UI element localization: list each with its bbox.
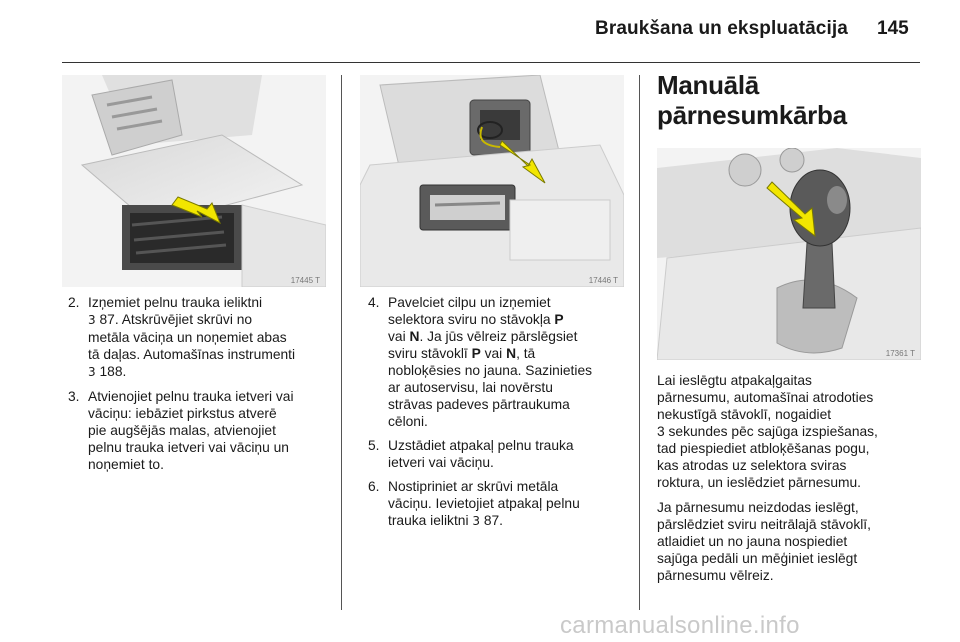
step-3: 3. Atvienojiet pelnu trauka ietveri vai vāciņu: iebāziet pirkstus atverē pie augšējās malas, atvienojiet pelnu trauka ietveri vai vāciņu un noņemiet to. xyxy=(68,389,294,472)
ashtray-removal-illustration xyxy=(62,75,326,287)
selector-lever-release-illustration xyxy=(360,75,624,287)
step-2: 2. Izņemiet pelnu trauka ieliktni 3 87. Atskrūvējiet skrūvi no metāla vāciņa un noņemiet abas tā daļas. Automašīnas instrumenti 3 188. xyxy=(68,295,296,379)
column-1-text xyxy=(68,294,333,480)
gear-position-n: N xyxy=(409,329,420,344)
gear-position-n: N xyxy=(506,346,517,361)
gear-not-engaging-paragraph: Ja pārnesumu neizdodas ieslēgt, pārslēdziet sviru neitrālajā stāvoklī, atlaidiet un no jauna nospiediet sajūga pedāli un mēģiniet ieslēgt pārnesumu vēlreiz. xyxy=(657,500,871,583)
selector-drawing xyxy=(360,75,624,287)
column-3-text xyxy=(657,372,927,592)
step-5: 5. Uzstādiet atpakaļ pelnu trauka ietveri vai vāciņu. xyxy=(368,438,574,470)
running-header-title: Braukšana un ekspluatācija xyxy=(595,18,848,39)
manual-gearbox-illustration xyxy=(657,148,921,360)
column-2-text xyxy=(368,294,633,537)
gear-position-p: P xyxy=(471,346,481,361)
page-reference-icon[interactable]: 3 xyxy=(472,514,480,528)
page-reference-icon[interactable]: 3 xyxy=(88,365,96,379)
step-number: 3. xyxy=(68,389,80,404)
gear-knob-drawing xyxy=(657,148,921,360)
section-title: Manuālā pārnesumkārba xyxy=(657,70,847,130)
ashtray-drawing xyxy=(62,75,326,287)
step-number: 6. xyxy=(368,479,380,494)
column-divider-2 xyxy=(639,75,640,610)
figure-id: 17361 T xyxy=(885,349,915,358)
step-number: 2. xyxy=(68,295,80,310)
page-reference-icon[interactable]: 3 xyxy=(88,313,96,327)
step-6: 6. Nostipriniet ar skrūvi metāla vāciņu. Ievietojiet atpakaļ pelnu trauka ieliktni 3 87. xyxy=(368,479,580,528)
reverse-gear-paragraph: Lai ieslēgtu atpakaļgaitas pārnesumu, automašīnai atrodoties nekustīgā stāvoklī, nogaidiet 3 sekundes pēc sajūga izspiešanas, tad piespiediet atbloķēšanas pogu, kas atrodas uz selektora sviras roktura, un ieslēdziet pārnesumu. xyxy=(657,373,878,490)
header-rule xyxy=(62,62,920,63)
page-number: 145 xyxy=(877,18,909,39)
gear-position-p: P xyxy=(554,312,564,327)
watermark: carmanualsonline.info xyxy=(560,612,800,639)
column-divider-1 xyxy=(341,75,342,610)
step-4: 4. Pavelciet cilpu un izņemiet selektora sviru no stāvokļa P vai N. Ja jūs vēlreiz pārslēgsiet sviru stāvoklī P vai N, tā nobloķēsies no jauna. Sazinieties ar autoservisu, lai novērstu strāvas padeves pārtraukuma cēloni. xyxy=(368,295,593,429)
step-number: 4. xyxy=(368,295,380,310)
step-number: 5. xyxy=(368,438,380,453)
figure-id: 17446 T xyxy=(588,276,618,285)
figure-id: 17445 T xyxy=(290,276,320,285)
